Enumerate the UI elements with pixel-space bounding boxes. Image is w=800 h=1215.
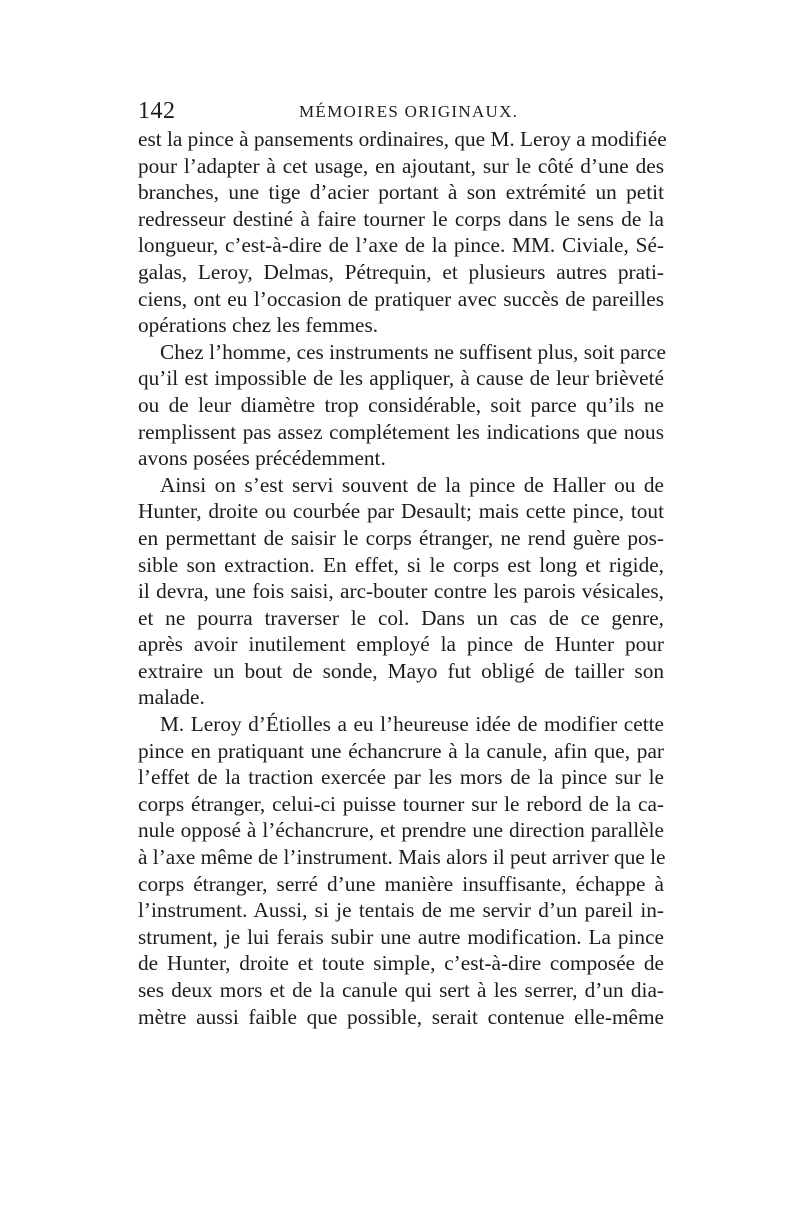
text-line: opérations chez les femmes.	[138, 313, 379, 338]
text-line: corps étranger, serré d’une manière insuffisante, échappe à	[138, 871, 664, 896]
text-line: l’effet de la traction exercée par les mors de la pince sur le	[138, 765, 664, 790]
text-line: remplissent pas assez complétement les indications que nous	[138, 419, 664, 444]
body-text	[138, 126, 667, 1030]
text-line: longueur, c’est-à-dire de l’axe de la pince. MM. Civiale, Sé-	[138, 233, 664, 258]
text-line: ciens, ont eu l’occasion de pratiquer avec succès de pareilles	[138, 286, 664, 311]
text-line: nule opposé à l’échancrure, et prendre une direction parallèle	[138, 818, 664, 843]
paragraph	[138, 339, 664, 472]
paragraph	[138, 711, 664, 1030]
text-line: extraire un bout de sonde, Mayo fut obligé de tailler son	[138, 658, 664, 683]
text-line: à l’axe même de l’instrument. Mais alors il peut arriver que le	[138, 845, 666, 870]
text-line: qu’il est impossible de les appliquer, à cause de leur brièveté	[138, 366, 664, 391]
text-line: galas, Leroy, Delmas, Pétrequin, et plusieurs autres prati-	[138, 259, 664, 284]
text-line: sible son extraction. En effet, si le corps est long et rigide,	[138, 552, 664, 577]
text-line: M. Leroy d’Étiolles a eu l’heureuse idée de modifier cette	[160, 712, 664, 737]
text-line: en permettant de saisir le corps étranger, ne rend guère pos-	[138, 525, 664, 550]
page-number: 142	[138, 98, 176, 124]
text-line: branches, une tige d’acier portant à son extrémité un petit	[138, 180, 664, 205]
text-line: malade.	[138, 685, 205, 710]
text-line: pour l’adapter à cet usage, en ajoutant, sur le côté d’une des	[138, 153, 664, 178]
text-line: mètre aussi faible que possible, serait contenue elle-même	[138, 1004, 664, 1029]
text-line: ou de leur diamètre trop considérable, soit parce qu’ils ne	[138, 392, 664, 417]
text-line: ses deux mors et de la canule qui sert à les serrer, d’un dia-	[138, 978, 664, 1002]
text-line: Hunter, droite ou courbée par Desault; mais cette pince, tout	[138, 499, 664, 524]
text-line: l’instrument. Aussi, si je tentais de me servir d’un pareil in-	[138, 898, 664, 923]
text-line: est la pince à pansements ordinaires, que M. Leroy a modifiée	[138, 127, 667, 151]
running-head	[138, 96, 663, 126]
text-line: il devra, une fois saisi, arc-bouter contre les parois vésicales,	[138, 579, 664, 604]
text-line: redresseur destiné à faire tourner le corps dans le sens de la	[138, 206, 664, 231]
text-line: avons posées précédemment.	[138, 446, 386, 471]
text-line: et ne pourra traverser le col. Dans un cas de ce genre,	[138, 605, 664, 630]
text-line: corps étranger, celui-ci puisse tourner sur le rebord de la ca-	[138, 791, 664, 816]
text-line: strument, je lui ferais subir une autre modification. La pince	[138, 924, 664, 949]
text-line: après avoir inutilement employé la pince de Hunter pour	[138, 632, 664, 657]
running-title: MÉMOIRES ORIGINAUX.	[299, 102, 519, 121]
paragraph	[138, 472, 664, 711]
text-line: de Hunter, droite et toute simple, c’est-à-dire composée de	[138, 951, 664, 976]
text-line: Ainsi on s’est servi souvent de la pince de Haller ou de	[160, 472, 664, 497]
text-line: pince en pratiquant une échancrure à la canule, afin que, par	[138, 738, 664, 763]
paragraph	[138, 126, 667, 339]
text-line: Chez l’homme, ces instruments ne suffisent plus, soit parce	[160, 339, 666, 364]
